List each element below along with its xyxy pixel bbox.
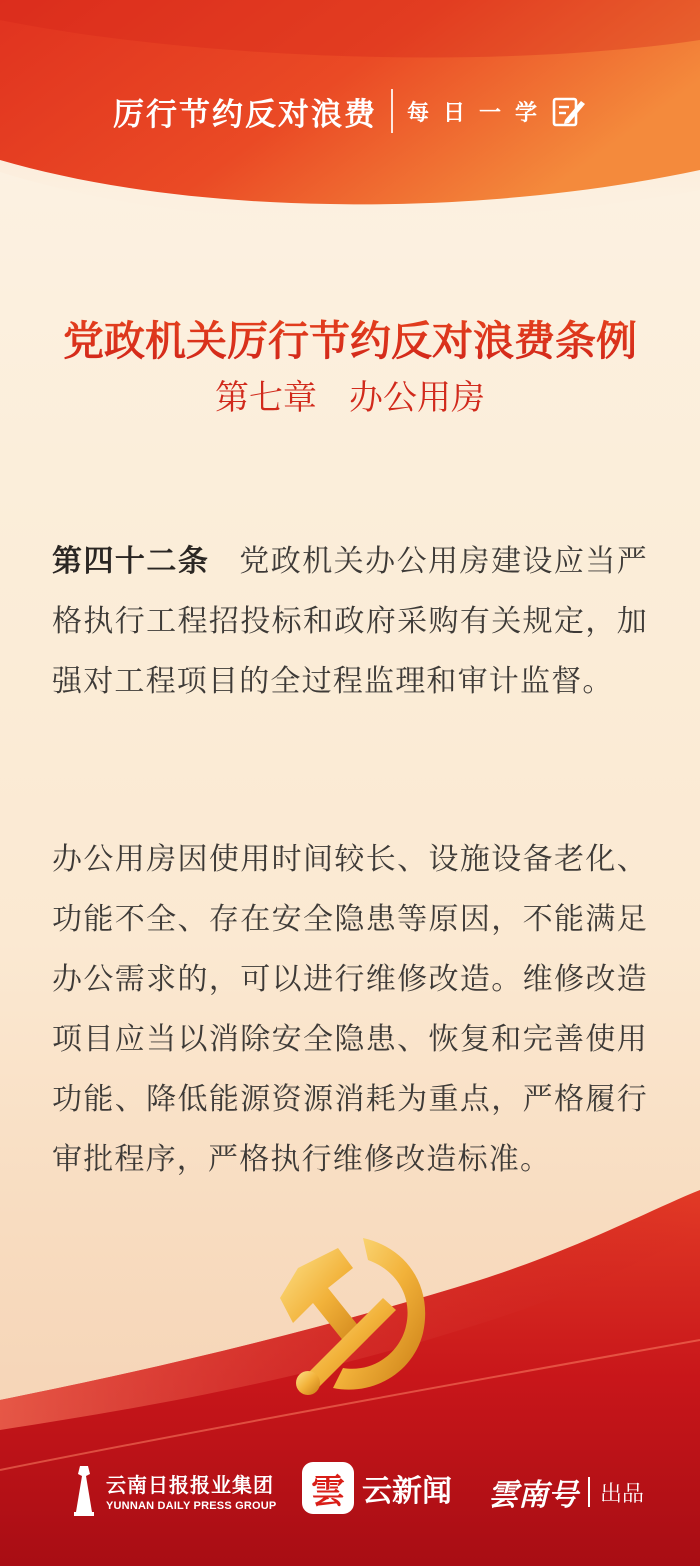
note-edit-icon bbox=[551, 93, 587, 129]
produced-label: 出品 bbox=[600, 1481, 645, 1507]
app-icon: 雲 bbox=[302, 1462, 354, 1514]
publisher-name-cn: 云南日报报业集团 bbox=[106, 1472, 274, 1497]
header-title: 厉行节约反对浪费 bbox=[112, 96, 377, 133]
brand-credit bbox=[488, 1470, 644, 1514]
header-title-bar bbox=[0, 86, 700, 136]
paragraph-2: 办公用房因使用时间较长、设施设备老化、功能不全、存在安全隐患等原因，不能满足办公需求的，可以进行维修改造。维修改造项目应当以消除安全隐患、恢复和完善使用功能、降低能源资源消耗为重点，严格履行审批程序，严格执行维修改造标准。 bbox=[52, 842, 648, 1177]
chapter-heading bbox=[0, 370, 700, 419]
document-title: 党政机关厉行节约反对浪费条例 bbox=[0, 308, 700, 367]
chapter-number: 第七章 bbox=[215, 378, 317, 418]
publisher-logo bbox=[68, 1462, 276, 1518]
header-divider bbox=[391, 89, 393, 133]
article-paragraph bbox=[52, 532, 648, 712]
article-number: 第四十二条 bbox=[52, 544, 210, 579]
publisher-name-en: YUNNAN DAILY PRESS GROUP bbox=[106, 1499, 277, 1512]
party-emblem-icon bbox=[268, 1228, 438, 1398]
brand-divider bbox=[588, 1477, 590, 1507]
app-name: 云新闻 bbox=[362, 1474, 452, 1509]
app-logo bbox=[302, 1462, 452, 1514]
article-text: 党政机关办公用房建设应当严格执行工程招投标和政府采购有关规定，加强对工程项目的全过程监理和审计监督。 bbox=[52, 544, 648, 699]
chapter-name: 办公用房 bbox=[349, 378, 485, 418]
header-subtitle: 每日一学 bbox=[406, 99, 551, 126]
tower-icon bbox=[68, 1462, 100, 1518]
brand-logo: 雲南号 bbox=[488, 1478, 578, 1513]
